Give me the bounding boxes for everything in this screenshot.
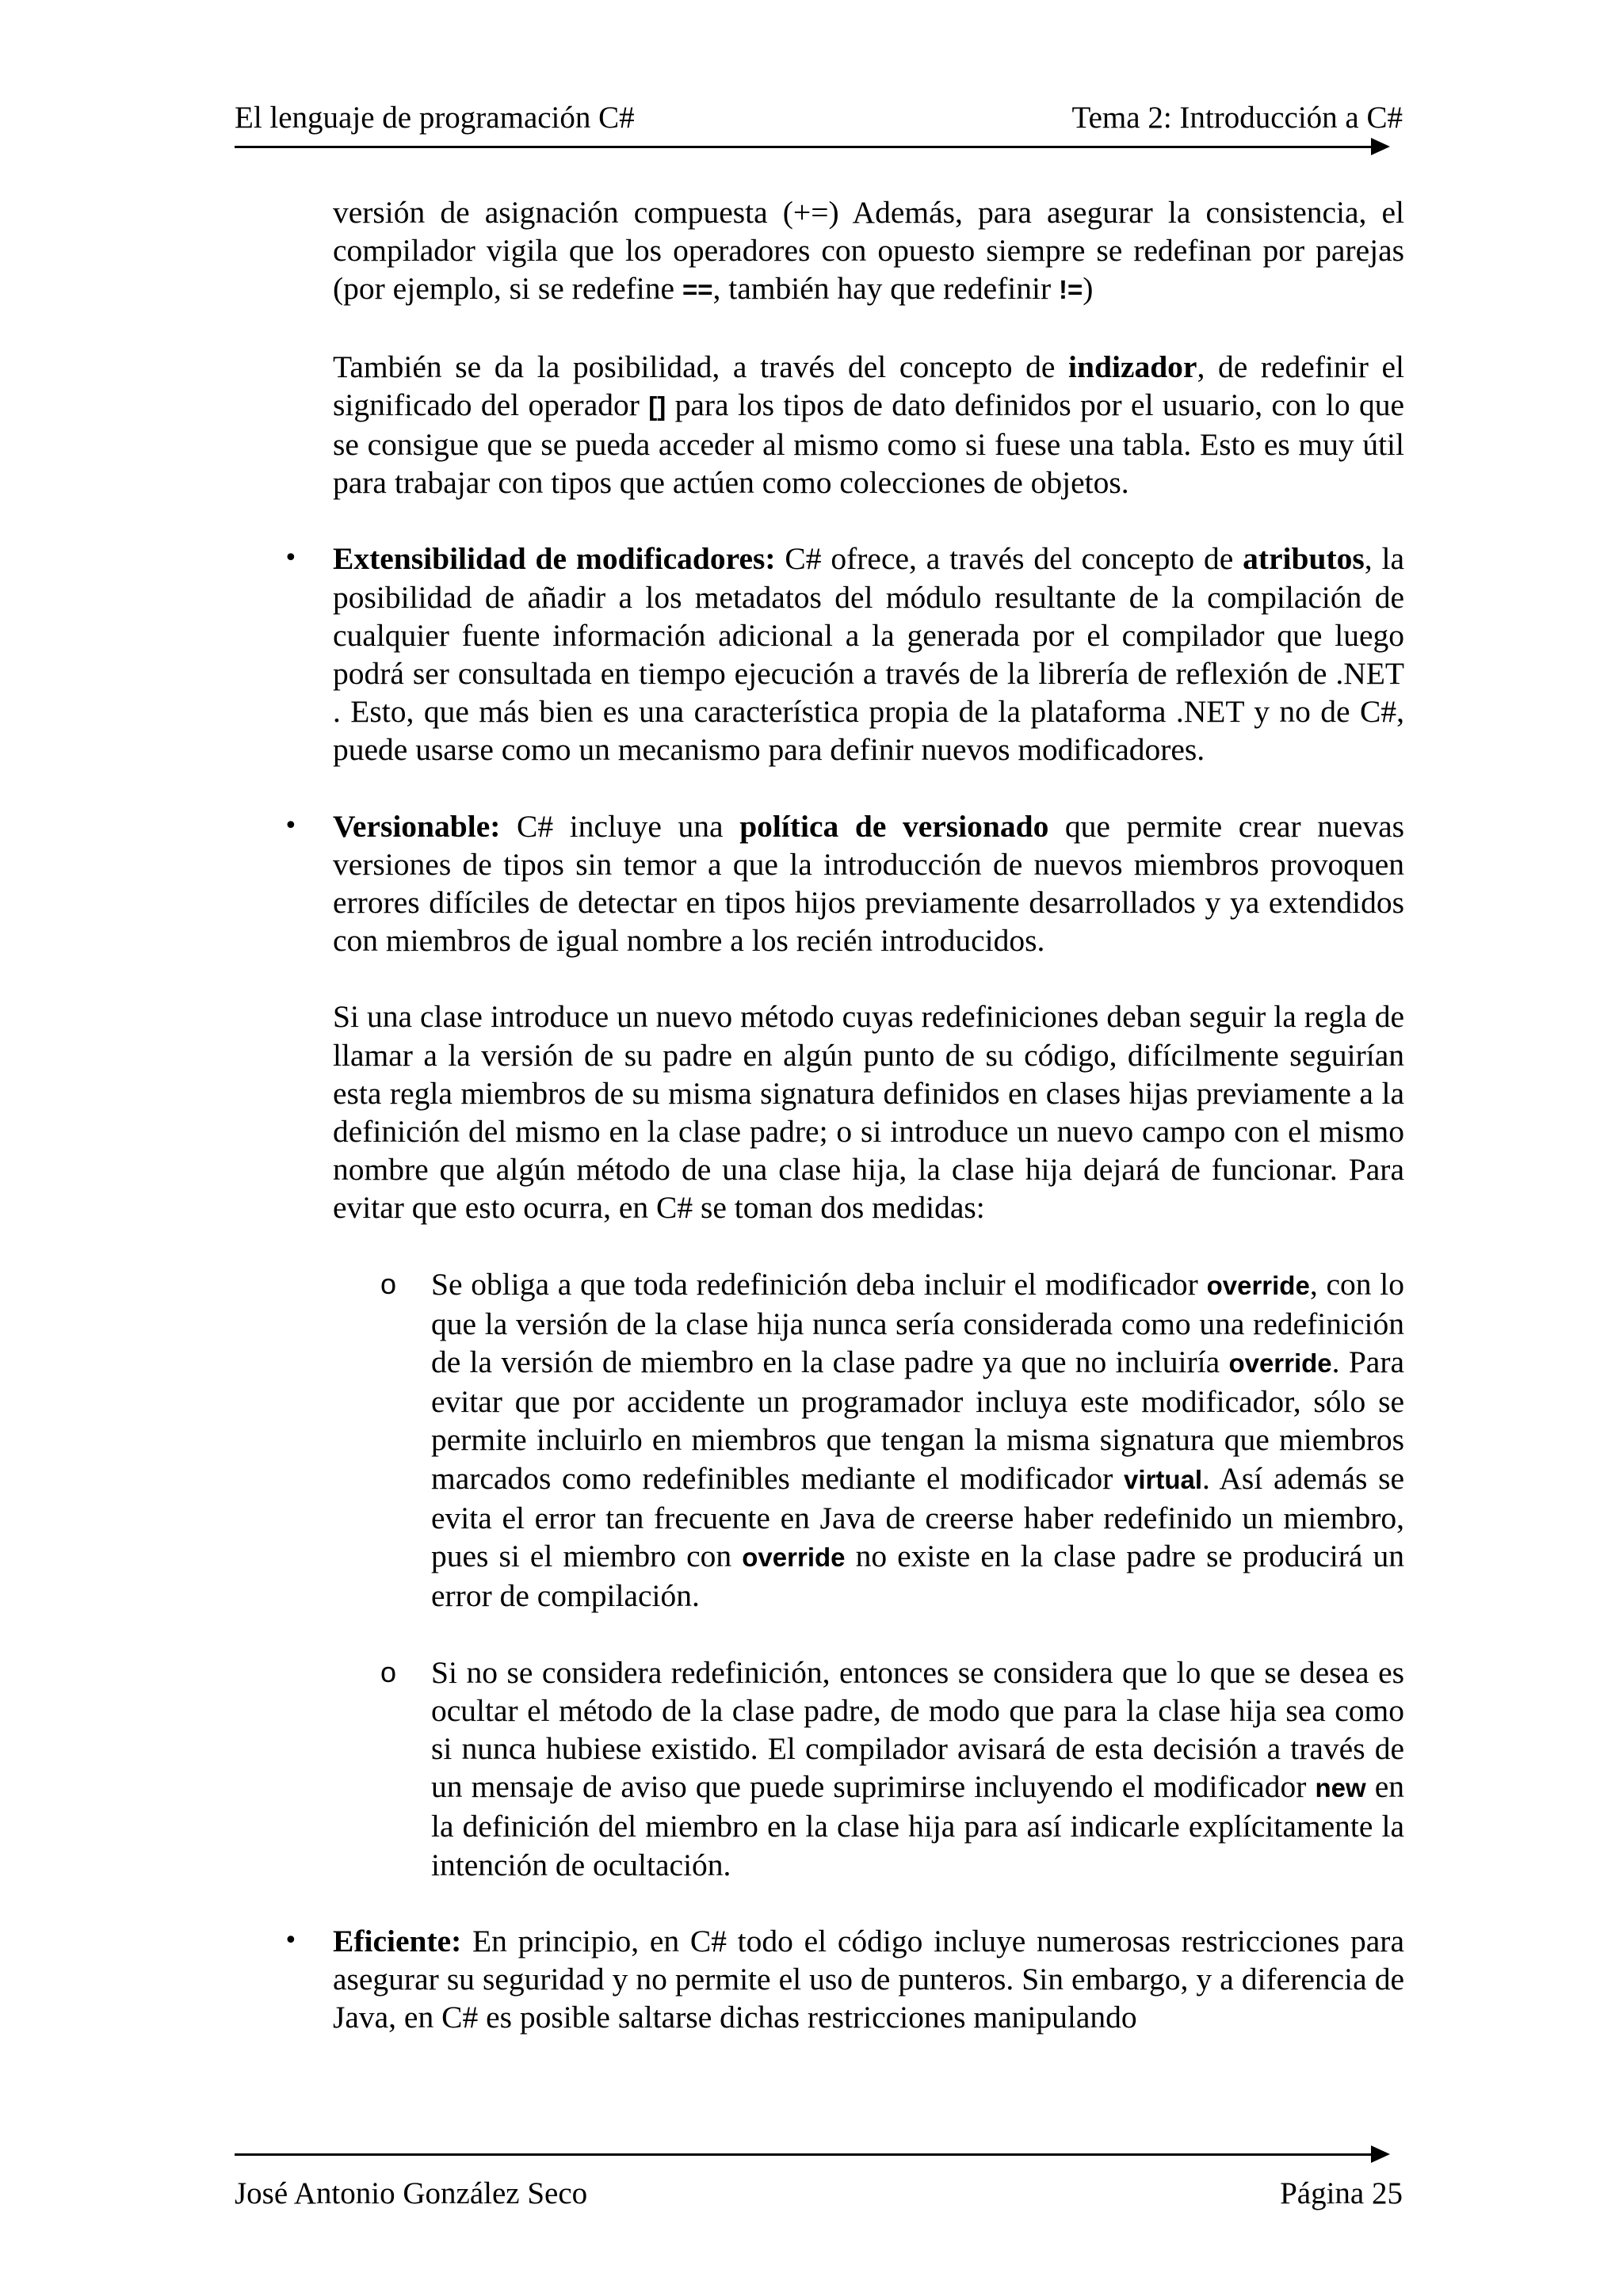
footer-author: José Antonio González Seco xyxy=(235,2176,588,2210)
bullet-item-eficiente xyxy=(284,1922,1404,2037)
bullet-icon: • xyxy=(284,811,298,840)
text-run: También se da la posibilidad, a través del concepto de xyxy=(333,349,1069,384)
paragraph-gap xyxy=(333,1227,1404,1265)
sub-item-override xyxy=(380,1265,1405,1615)
text-run: Se obliga a que toda redefinición deba incluir el modificador xyxy=(431,1266,1207,1302)
code-operator-brackets: [] xyxy=(648,391,666,421)
text-run: , con lo que la versión de la clase hija nunca sería considerada como una redefinición de la versión de miembro en la clase padre ya que no incluiría xyxy=(431,1266,1404,1380)
code-keyword-new: new xyxy=(1315,1773,1366,1803)
paragraph-gap xyxy=(431,1615,1404,1653)
text-run: en la definición del miembro en la clase hija para así indicarle explícitamente la intención de ocultación. xyxy=(431,1769,1404,1882)
bullet-heading: Versionable: xyxy=(333,808,501,844)
header-book-title: El lenguaje de programación C# xyxy=(235,101,635,135)
code-keyword-override: override xyxy=(742,1543,846,1573)
circle-bullet-icon: o xyxy=(380,1267,397,1300)
text-run: para los tipos de dato definidos por el usuario, con lo que se consigue que se pueda acceder al mismo como si fuese una tabla. Esto es muy útil para trabajar con tipos que actúen como colecciones de objetos. xyxy=(333,387,1404,501)
text-run: ) xyxy=(1083,271,1094,307)
text-run: , de redefinir el significado del operador xyxy=(333,349,1404,422)
text-run: C# incluye una xyxy=(500,808,740,844)
bullet-text xyxy=(333,807,1404,960)
text-run: En principio, en C# todo el código incluye numerosas restricciones para asegurar su seguridad y no permite el uso de punteros. Sin embargo, y a diferencia de Java, en C# es posible saltarse dichas restricciones manipulando xyxy=(333,1923,1404,2035)
arrowhead-icon xyxy=(1371,138,1390,155)
text-run: . Para evitar que por accidente un programador incluya este modificador, sólo se permite incluirlo en miembros que tengan la misma signatura que miembros marcados como redefinibles mediante el modificador xyxy=(431,1344,1405,1496)
paragraph-gap xyxy=(333,1884,1404,1922)
paragraph-gap xyxy=(333,769,1404,807)
footer-rule-arrow xyxy=(235,2153,1373,2156)
bullet-heading: Eficiente: xyxy=(333,1923,462,1958)
paragraph-indexer xyxy=(333,348,1404,502)
code-keyword-override: override xyxy=(1206,1270,1310,1300)
bullet-item-versionable xyxy=(284,807,1404,960)
bullet-icon: • xyxy=(284,544,298,573)
paragraph-gap xyxy=(333,310,1404,348)
header-rule-arrow xyxy=(235,146,1373,148)
text-run: Si no se considera redefinición, entonces se considera que lo que se desea es ocultar el método de la clase padre, de modo que para la clase hija sea como si nunca hubiese existido. El compilador avisará de esta decisión a través de un mensaje de aviso que puede suprimirse incluyendo el modificador xyxy=(431,1654,1404,1805)
page-body xyxy=(284,193,1405,2036)
text-run: , también hay que redefinir xyxy=(712,271,1060,307)
bullet-heading: Extensibilidad de modificadores: xyxy=(333,541,776,577)
arrowhead-icon xyxy=(1371,2145,1390,2163)
sub-list-measures xyxy=(380,1265,1405,1884)
bullet-text xyxy=(333,1922,1404,2037)
header-chapter-title: Tema 2: Introducción a C# xyxy=(1071,101,1403,135)
text-run: , la posibilidad de añadir a los metadatos del módulo resultante de la compilación de cualquier fuente información adicional a la generada por el compilador que luego podrá ser consultada en tiempo ejecución a través de la librería de reflexión de .NET . Esto, que más bien es una característica propia de la plataforma .NET y no de C#, puede usarse como un mecanismo para definir nuevos modificadores. xyxy=(333,541,1404,768)
bullet-text xyxy=(333,540,1404,769)
paragraph-gap xyxy=(333,502,1404,540)
text-run: no existe en la clase padre se producirá un error de compilación. xyxy=(431,1539,1404,1614)
footer-page-number: Página 25 xyxy=(1280,2176,1403,2210)
term-indizador: indizador xyxy=(1068,349,1197,384)
term-atributos: atributos xyxy=(1243,541,1365,577)
paragraph-gap xyxy=(333,959,1404,997)
paragraph-versioning-problem: Si una clase introduce un nuevo método cuyas redefiniciones deban seguir la regla de llamar a la versión de su padre en algún punto de su código, difícilmente seguirían esta regla miembros de su misma signatura definidos en clases hijas previamente a la definición del mismo en la clase padre; o si introduce un nuevo campo con el mismo nombre que algún método de una clase hija, la clase hija dejará de funcionar. Para evitar que esto ocurra, en C# se toman dos medidas: xyxy=(333,999,1404,1226)
bullet-item-extensibilidad xyxy=(284,540,1404,769)
text-run: versión de asignación compuesta (+=) Además, para asegurar la consistencia, el compilador vigila que los operadores con opuesto siempre se redefinan por parejas (por ejemplo, si se redefine xyxy=(333,195,1404,307)
code-keyword-virtual: virtual xyxy=(1123,1464,1203,1494)
code-operator-not-equals: != xyxy=(1059,275,1083,305)
sub-item-new xyxy=(380,1653,1404,1884)
sub-item-text xyxy=(431,1653,1404,1884)
text-run: que permite crear nuevas versiones de tipos sin temor a que la introducción de nuevos miembros provoquen errores difíciles de detectar en tipos hijos previamente desarrollados y ya extendidos con miembros de igual nombre a los recién introducidos. xyxy=(333,808,1404,959)
code-operator-equals: == xyxy=(682,275,713,305)
term-politica-versionado: política de versionado xyxy=(739,808,1049,844)
bullet-icon: • xyxy=(284,1926,298,1955)
sub-item-text xyxy=(431,1265,1404,1615)
paragraph-compound-assignment xyxy=(333,193,1404,310)
circle-bullet-icon: o xyxy=(380,1655,397,1688)
code-keyword-override: override xyxy=(1228,1348,1332,1379)
text-run: . Así además se evita el error tan frecuente en Java de creerse haber redefinido un miembro, pues si el miembro con xyxy=(431,1460,1404,1574)
text-run: C# ofrece, a través del concepto de xyxy=(775,541,1243,577)
